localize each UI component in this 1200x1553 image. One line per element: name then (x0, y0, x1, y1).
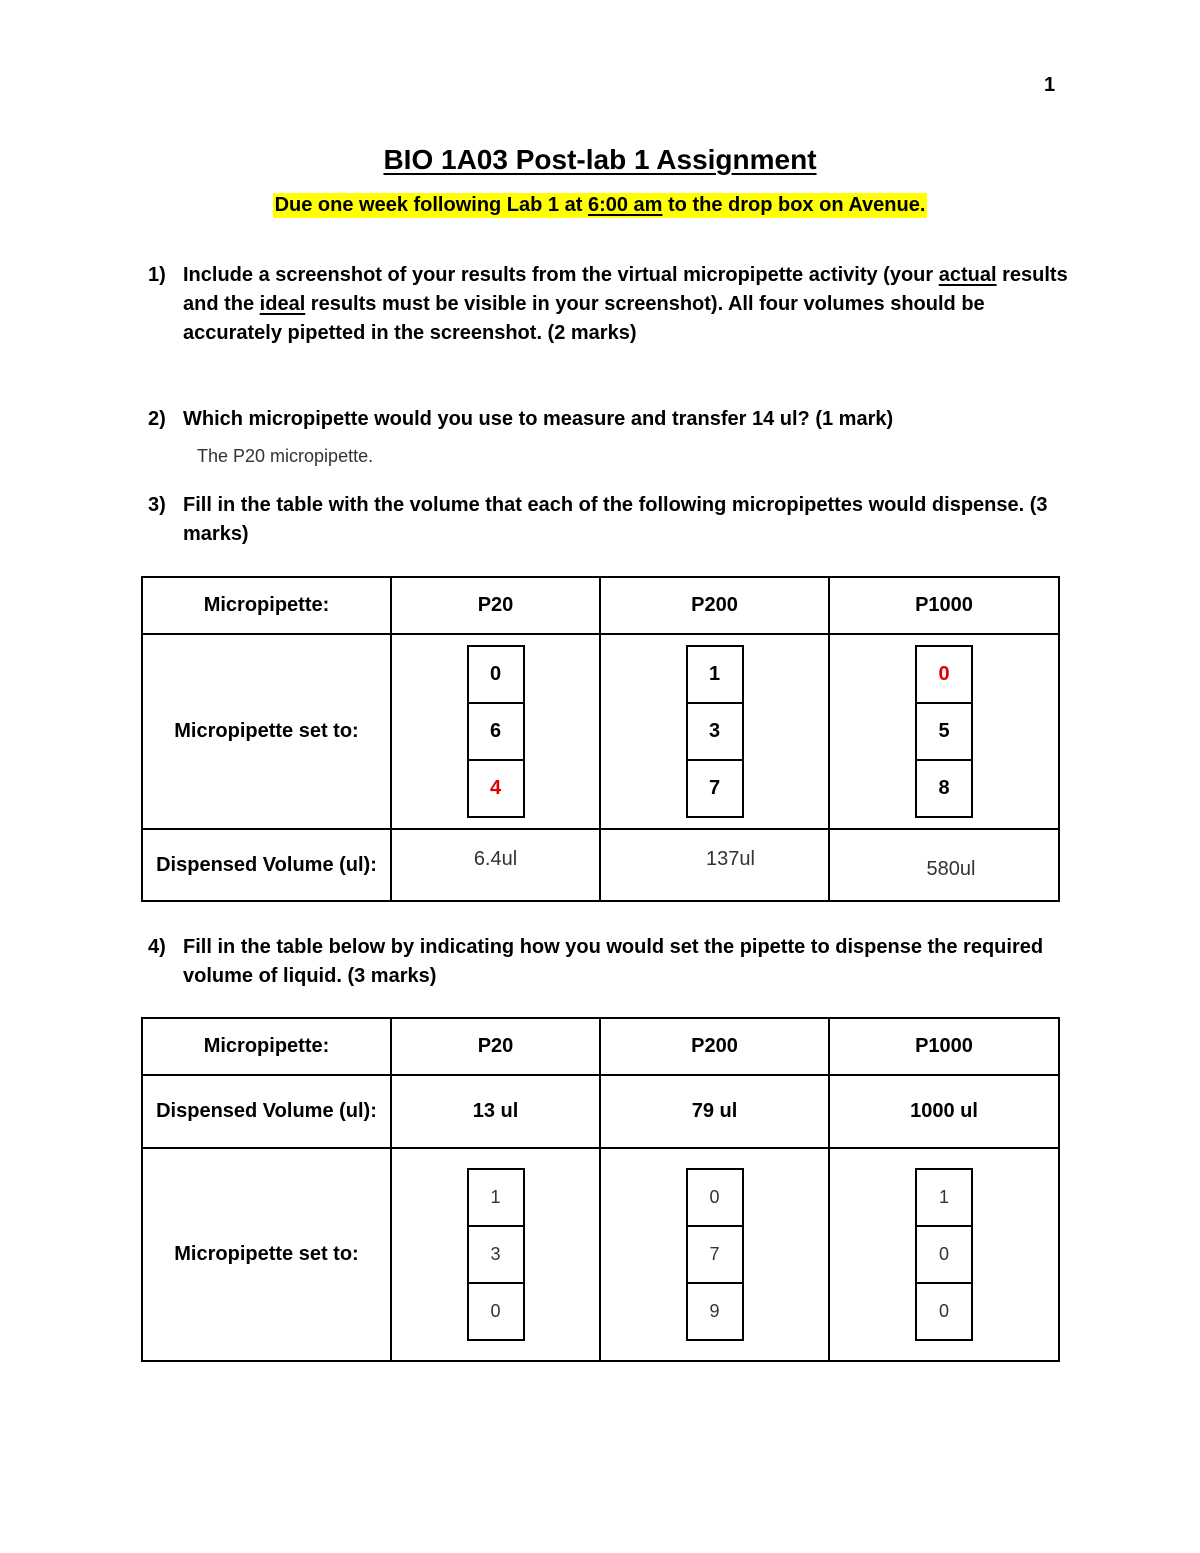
table-2-dial-cell-p200 (600, 1148, 829, 1361)
question-2-number: 2) (148, 408, 166, 430)
table-2-header-row (142, 1018, 1059, 1075)
dial-digit[interactable]: 1 (469, 1170, 523, 1227)
dial-digit: 0 (469, 647, 523, 704)
table-2-volume-p1000: 1000 ul (829, 1075, 1059, 1148)
table-1-dial-cell-p1000 (829, 634, 1059, 829)
dial-digit[interactable]: 1 (917, 1170, 971, 1227)
dial-box-p200[interactable] (686, 1168, 744, 1341)
table-1-header-cell: P200 (600, 577, 829, 634)
dial-box-p20[interactable] (467, 1168, 525, 1341)
dial-box-p1000 (915, 645, 973, 818)
dial-digit[interactable]: 3 (469, 1227, 523, 1284)
due-time: 6:00 am (587, 194, 663, 216)
page-number: 1 (1044, 74, 1056, 96)
dial-digit[interactable]: 0 (917, 1227, 971, 1284)
question-1-number: 1) (148, 264, 166, 286)
question-1-text-part: results must be visible in your screenshot). All four volumes should be accurately pipetted in the screenshot. (2 marks) (183, 293, 985, 344)
question-2-text: Which micropipette would you use to measure and transfer 14 ul? (1 mark) (183, 408, 894, 430)
due-text-before: Due one week following Lab 1 at (274, 194, 588, 216)
dial-digit: 7 (708, 777, 721, 799)
table-2-header-cell: P200 (600, 1018, 829, 1075)
table-1-header-cell: P20 (391, 577, 600, 634)
dial-digit: 1 (688, 647, 742, 704)
question-1 (148, 261, 1068, 351)
table-1 (141, 576, 1060, 902)
table-1-dial-cell-p20 (391, 634, 600, 829)
dial-digit: 3 (688, 704, 742, 761)
question-1-text-part: Include a screenshot of your results from the virtual micropipette activity (your (183, 264, 939, 286)
dial-digit[interactable]: 0 (688, 1170, 742, 1227)
table-2-header-cell: P20 (391, 1018, 600, 1075)
question-3-text: Fill in the table with the volume that each of the following micropipettes would dispense. (3 marks) (183, 494, 1048, 545)
table-2-dial-cell-p1000 (829, 1148, 1059, 1361)
table-1-header-cell: P1000 (829, 577, 1059, 634)
dial-digit-highlight: 0 (917, 647, 971, 704)
table-1-volume-row (142, 829, 1059, 901)
question-4 (148, 933, 1068, 993)
table-2-volume-row (142, 1075, 1059, 1148)
question-4-text: Fill in the table below by indicating how you would set the pipette to dispense the required volume of liquid. (3 marks) (183, 936, 1044, 987)
dial-digit: 6 (469, 704, 523, 761)
dial-digit[interactable]: 7 (688, 1227, 742, 1284)
question-3 (148, 491, 1068, 551)
table-2-set-row (142, 1148, 1059, 1361)
question-1-text (183, 261, 1068, 348)
table-2-set-label: Micropipette set to: (142, 1148, 391, 1361)
table-2-volume-p200: 79 ul (600, 1075, 829, 1148)
dial-digit[interactable]: 0 (490, 1301, 501, 1321)
question-3-number: 3) (148, 494, 166, 516)
dial-box-p200 (686, 645, 744, 818)
table-1-volume-p1000[interactable]: 580ul (829, 829, 1059, 901)
table-1-header-cell: Micropipette: (142, 577, 391, 634)
dial-box-p1000[interactable] (915, 1168, 973, 1341)
table-2 (141, 1017, 1060, 1362)
table-2-volume-label: Dispensed Volume (ul): (142, 1075, 391, 1148)
table-1-header-row (142, 577, 1059, 634)
due-notice (0, 193, 1200, 218)
table-2-volume-p20: 13 ul (391, 1075, 600, 1148)
dial-digit[interactable]: 0 (938, 1301, 949, 1321)
page-title: BIO 1A03 Post-lab 1 Assignment (383, 144, 817, 175)
question-1-text-part: results and the (183, 264, 1068, 315)
dial-digit: 5 (917, 704, 971, 761)
due-highlight (273, 193, 928, 218)
question-2-answer[interactable]: The P20 micropipette. (197, 446, 374, 466)
table-2-header-cell: P1000 (829, 1018, 1059, 1075)
dial-box-p20 (467, 645, 525, 818)
dial-digit: 8 (938, 777, 950, 799)
table-1-dial-cell-p200 (600, 634, 829, 829)
due-text-after: to the drop box on Avenue. (662, 194, 926, 216)
table-1-volume-p200[interactable]: 137ul (600, 829, 829, 901)
dial-digit[interactable]: 9 (709, 1301, 720, 1321)
table-1-set-row (142, 634, 1059, 829)
table-2-header-cell: Micropipette: (142, 1018, 391, 1075)
table-2-dial-cell-p20 (391, 1148, 600, 1361)
question-1-underline-actual: actual (938, 264, 997, 286)
question-4-number: 4) (148, 936, 166, 958)
table-1-volume-label: Dispensed Volume (ul): (142, 829, 391, 901)
question-1-underline-ideal: ideal (259, 293, 306, 315)
dial-digit-highlight: 4 (489, 777, 502, 799)
question-2 (148, 405, 1068, 435)
table-1-volume-p20[interactable]: 6.4ul (391, 829, 600, 901)
table-1-set-label: Micropipette set to: (142, 634, 391, 829)
